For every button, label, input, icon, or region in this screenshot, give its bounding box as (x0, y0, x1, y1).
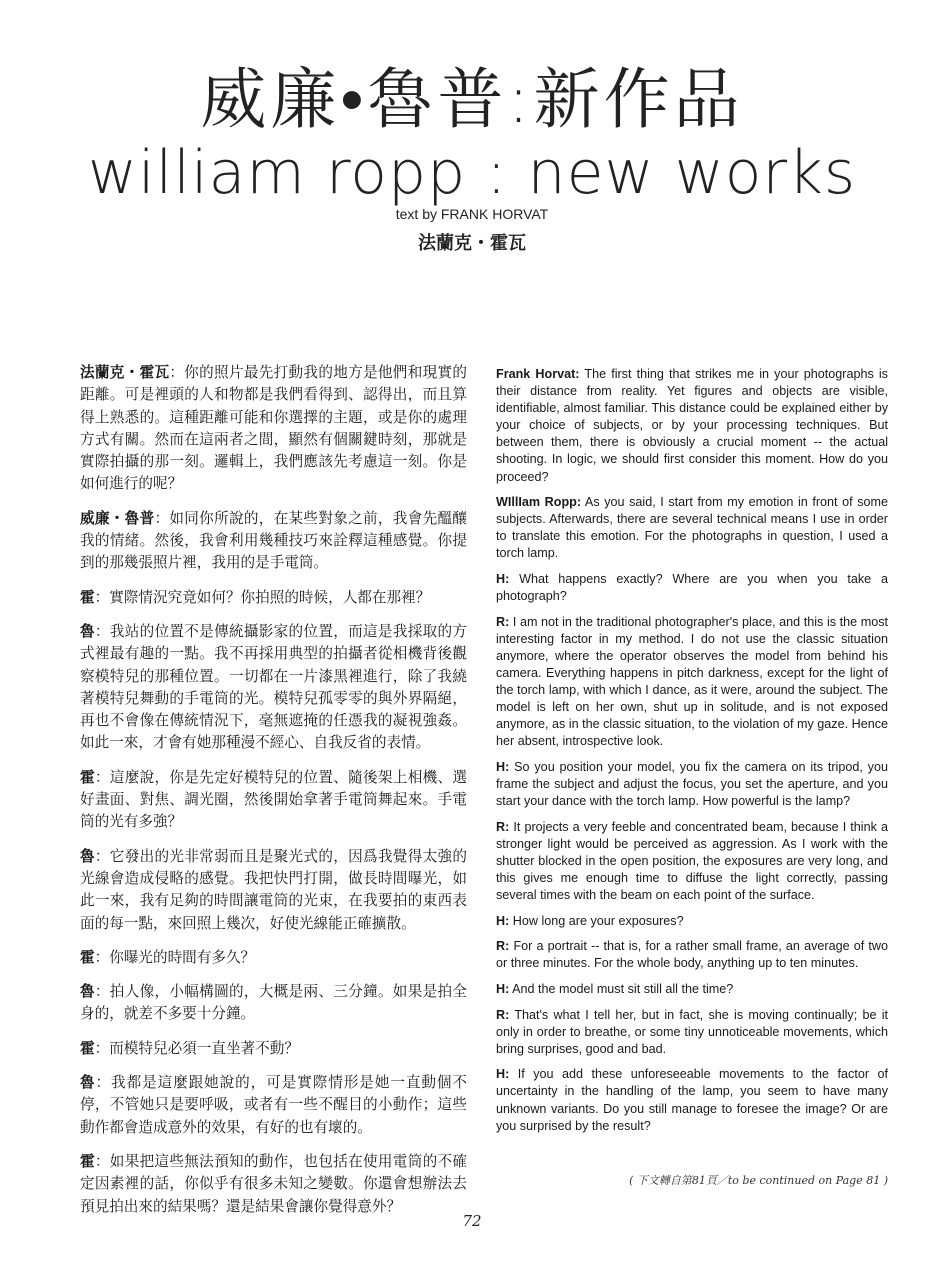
en-text: If you add these unforeseeable movements to the factor of uncertainty in the handling of the lamp, you seem to have many unknown variants. Do you still manage to foresee the image? Or are you surprised by the result? (496, 1067, 888, 1133)
zh-text: ：它發出的光非常弱而且是聚光式的，因爲我覺得太強的光線會造成侵略的感覺。我把快門打開，做長時間曝光，如此一來，我有足夠的時間讓電筒的光束，在我要拍的東西表面的每一點，來回照上幾次，好使光線能正確擴散。 (80, 847, 467, 932)
zh-text: ：拍人像，小幅構圖的，大概是兩、三分鐘。如果是拍全身的，就差不多要十分鐘。 (80, 983, 467, 1023)
zh-speaker: 霍 (80, 948, 95, 966)
en-text: For a portrait -- that is, for a rather small frame, an average of two or three minutes. For the whole body, anything up to ten minutes. (496, 939, 888, 971)
zh-text: ：你曝光的時間有多久？ (94, 948, 256, 966)
en-paragraph (496, 1007, 888, 1058)
en-speaker: H: (496, 572, 510, 587)
zh-paragraph (80, 767, 467, 834)
en-speaker: R: (496, 819, 510, 834)
zh-speaker: 威廉・魯普 (80, 509, 155, 527)
zh-paragraph (80, 621, 467, 755)
zh-paragraph (80, 587, 467, 609)
zh-text: ：我都是這麼跟她說的，可是實際情形是她一直動個不停，不管她只是要呼吸，或者有一些不醒目的小動作；這些動作都會造成意外的效果，有好的也有壞的。 (80, 1074, 467, 1136)
zh-speaker: 魯 (80, 622, 95, 640)
zh-speaker: 霍 (80, 768, 95, 786)
en-speaker: R: (496, 939, 510, 954)
en-speaker: Frank Horvat: (496, 367, 580, 381)
en-paragraph (496, 819, 888, 904)
zh-text: ：你的照片最先打動我的地方是他們和現實的距離。可是裡頭的人和物都是我們看得到、認得出，而且算得上熟悉的。這種距離可能和你選擇的主題，或是你的處理方式有關。然而在這兩者之間，顯然有個關鍵時刻，那就是實際拍攝的那一刻。邏輯上，我們應該先考慮這一刻。你是如何進行的呢？ (80, 364, 467, 493)
en-paragraph (496, 366, 888, 486)
en-paragraph (496, 571, 888, 605)
en-text: What happens exactly? Where are you when you take a photograph? (496, 572, 888, 604)
zh-speaker: 法蘭克・霍瓦 (80, 364, 170, 381)
en-speaker: R: (496, 1007, 510, 1022)
zh-paragraph (80, 846, 467, 935)
zh-text: ：如同你所說的，在某些對象之前，我會先醞釀我的情緒。然後，我會利用幾種技巧來詮釋這種感覺。你提到的那幾張照片裡，我用的是手電筒。 (80, 509, 467, 572)
page-number: 72 (462, 1212, 482, 1230)
zh-speaker: 魯 (80, 983, 95, 1001)
en-speaker: H: (496, 759, 510, 774)
en-speaker: WIllIam Ropp: (496, 495, 582, 510)
en-paragraph (496, 913, 888, 930)
zh-speaker: 魯 (80, 847, 95, 865)
zh-speaker: 霍 (80, 1152, 95, 1170)
en-text: I am not in the traditional photographer's place, and this is the most interesting factor in my method. I do not use the classic situation anymore, where the operator observes the model from behind his camera. Everything happens in pitch darkness, except for the light of the torch lamp, with which I dance, as it were, around the subject. The model is left on her own, shut up in solitude, and is not exposed anymore, as in the classic situation, to the violation of my gaze. Hence her absent, introspective look. (496, 614, 889, 749)
chinese-column (80, 362, 467, 1230)
en-text: And the model must sit still all the time? (509, 982, 734, 996)
zh-paragraph (80, 947, 467, 969)
en-speaker: R: (496, 614, 510, 629)
en-paragraph (496, 494, 888, 562)
zh-text: ：如果把這些無法預知的動作，也包括在使用電筒的不確定因素裡的話，你似乎有很多未知之變數。你還會想辦法去預見拍出來的結果嗎？還是結果會讓你覺得意外？ (80, 1152, 467, 1215)
zh-paragraph (80, 362, 467, 496)
en-paragraph (496, 981, 888, 998)
en-speaker: H: (496, 1067, 510, 1082)
zh-text: ：實際情況究竟如何？你拍照的時候，人都在那裡？ (94, 588, 431, 606)
en-text: The first thing that strikes me in your photographs is their distance from reality. Yet figures and objects are visible, identifiable, almost familiar. This distance could be explained either by your choice of subjects, or by your processing techniques. But between them, there is obviously a crucial moment -- the actual shooting. In logic, we should first consider this moment. How do you proceed? (496, 367, 888, 484)
author-chinese: 法蘭克・霍瓦 (418, 233, 526, 254)
zh-paragraph (80, 508, 467, 575)
en-paragraph (496, 938, 888, 972)
zh-paragraph (80, 1038, 467, 1060)
continued-note: ( 下文轉自第81頁／to be continued on Page 81 ) (629, 1174, 888, 1187)
zh-paragraph (80, 1151, 467, 1218)
en-paragraph (496, 759, 888, 810)
en-paragraph (496, 614, 888, 751)
zh-paragraph (80, 981, 467, 1026)
zh-speaker: 魯 (80, 1074, 96, 1092)
zh-text: ：我站的位置不是傳統攝影家的位置，而這是我採取的方式裡最有趣的一點。我不再採用典型的拍攝者從相機背後觀察模特兒的那種位置。一切都在一片漆黑裡進行，除了我繞著模特兒舞動的手電筒的光。模特兒孤零零的與外界隔絕，再也不會像在傳統情況下，毫無遮掩的任憑我的凝視強姦。如此一來，才會有她那種漫不經心、自我反省的表情。 (80, 622, 467, 752)
title-english: william ropp : new works (87, 138, 857, 208)
en-speaker: H: (496, 913, 510, 928)
en-text: That's what I tell her, but in fact, she is moving continually; be it only in order to breathe, or some tiny unnoticeable movements, which bring surprises, good and bad. (496, 1007, 888, 1056)
zh-text: ：而模特兒必須一直坐著不動？ (94, 1039, 299, 1057)
en-text: As you said, I start from my emotion in front of some subjects. Afterwards, there are several technical means I use in order to translate this emotion. For the photographs in question, I used a torch lamp. (496, 495, 889, 561)
en-text: How long are your exposures? (509, 913, 684, 928)
zh-speaker: 霍 (80, 1039, 95, 1057)
en-text: It projects a very feeble and concentrated beam, because I think a stronger light would be perceived as aggression. As I work with the shutter blocked in the open position, the exposures are very long, and this gives me enough time to diffuse the light correctly, passing several times with the beam on each point of the surface. (496, 819, 888, 903)
byline: text by FRANK HORVAT (395, 206, 549, 222)
zh-paragraph (80, 1072, 467, 1139)
en-paragraph (496, 1066, 888, 1134)
zh-speaker: 霍 (80, 588, 95, 606)
en-text: So you position your model, you fix the camera on its tripod, you frame the subject and adjust the focus, you set the aperture, and you start your dance with the torch lamp. How powerful is the lamp? (496, 759, 888, 809)
zh-text: ：這麼說，你是先定好模特兒的位置、隨後架上相機、選好畫面、對焦、調光圈，然後開始拿著手電筒舞起來。手電筒的光有多強？ (80, 768, 467, 831)
english-column (496, 366, 888, 1143)
en-speaker: H: (496, 982, 510, 996)
title-chinese: 威廉•魯普:新作品 (200, 61, 744, 138)
